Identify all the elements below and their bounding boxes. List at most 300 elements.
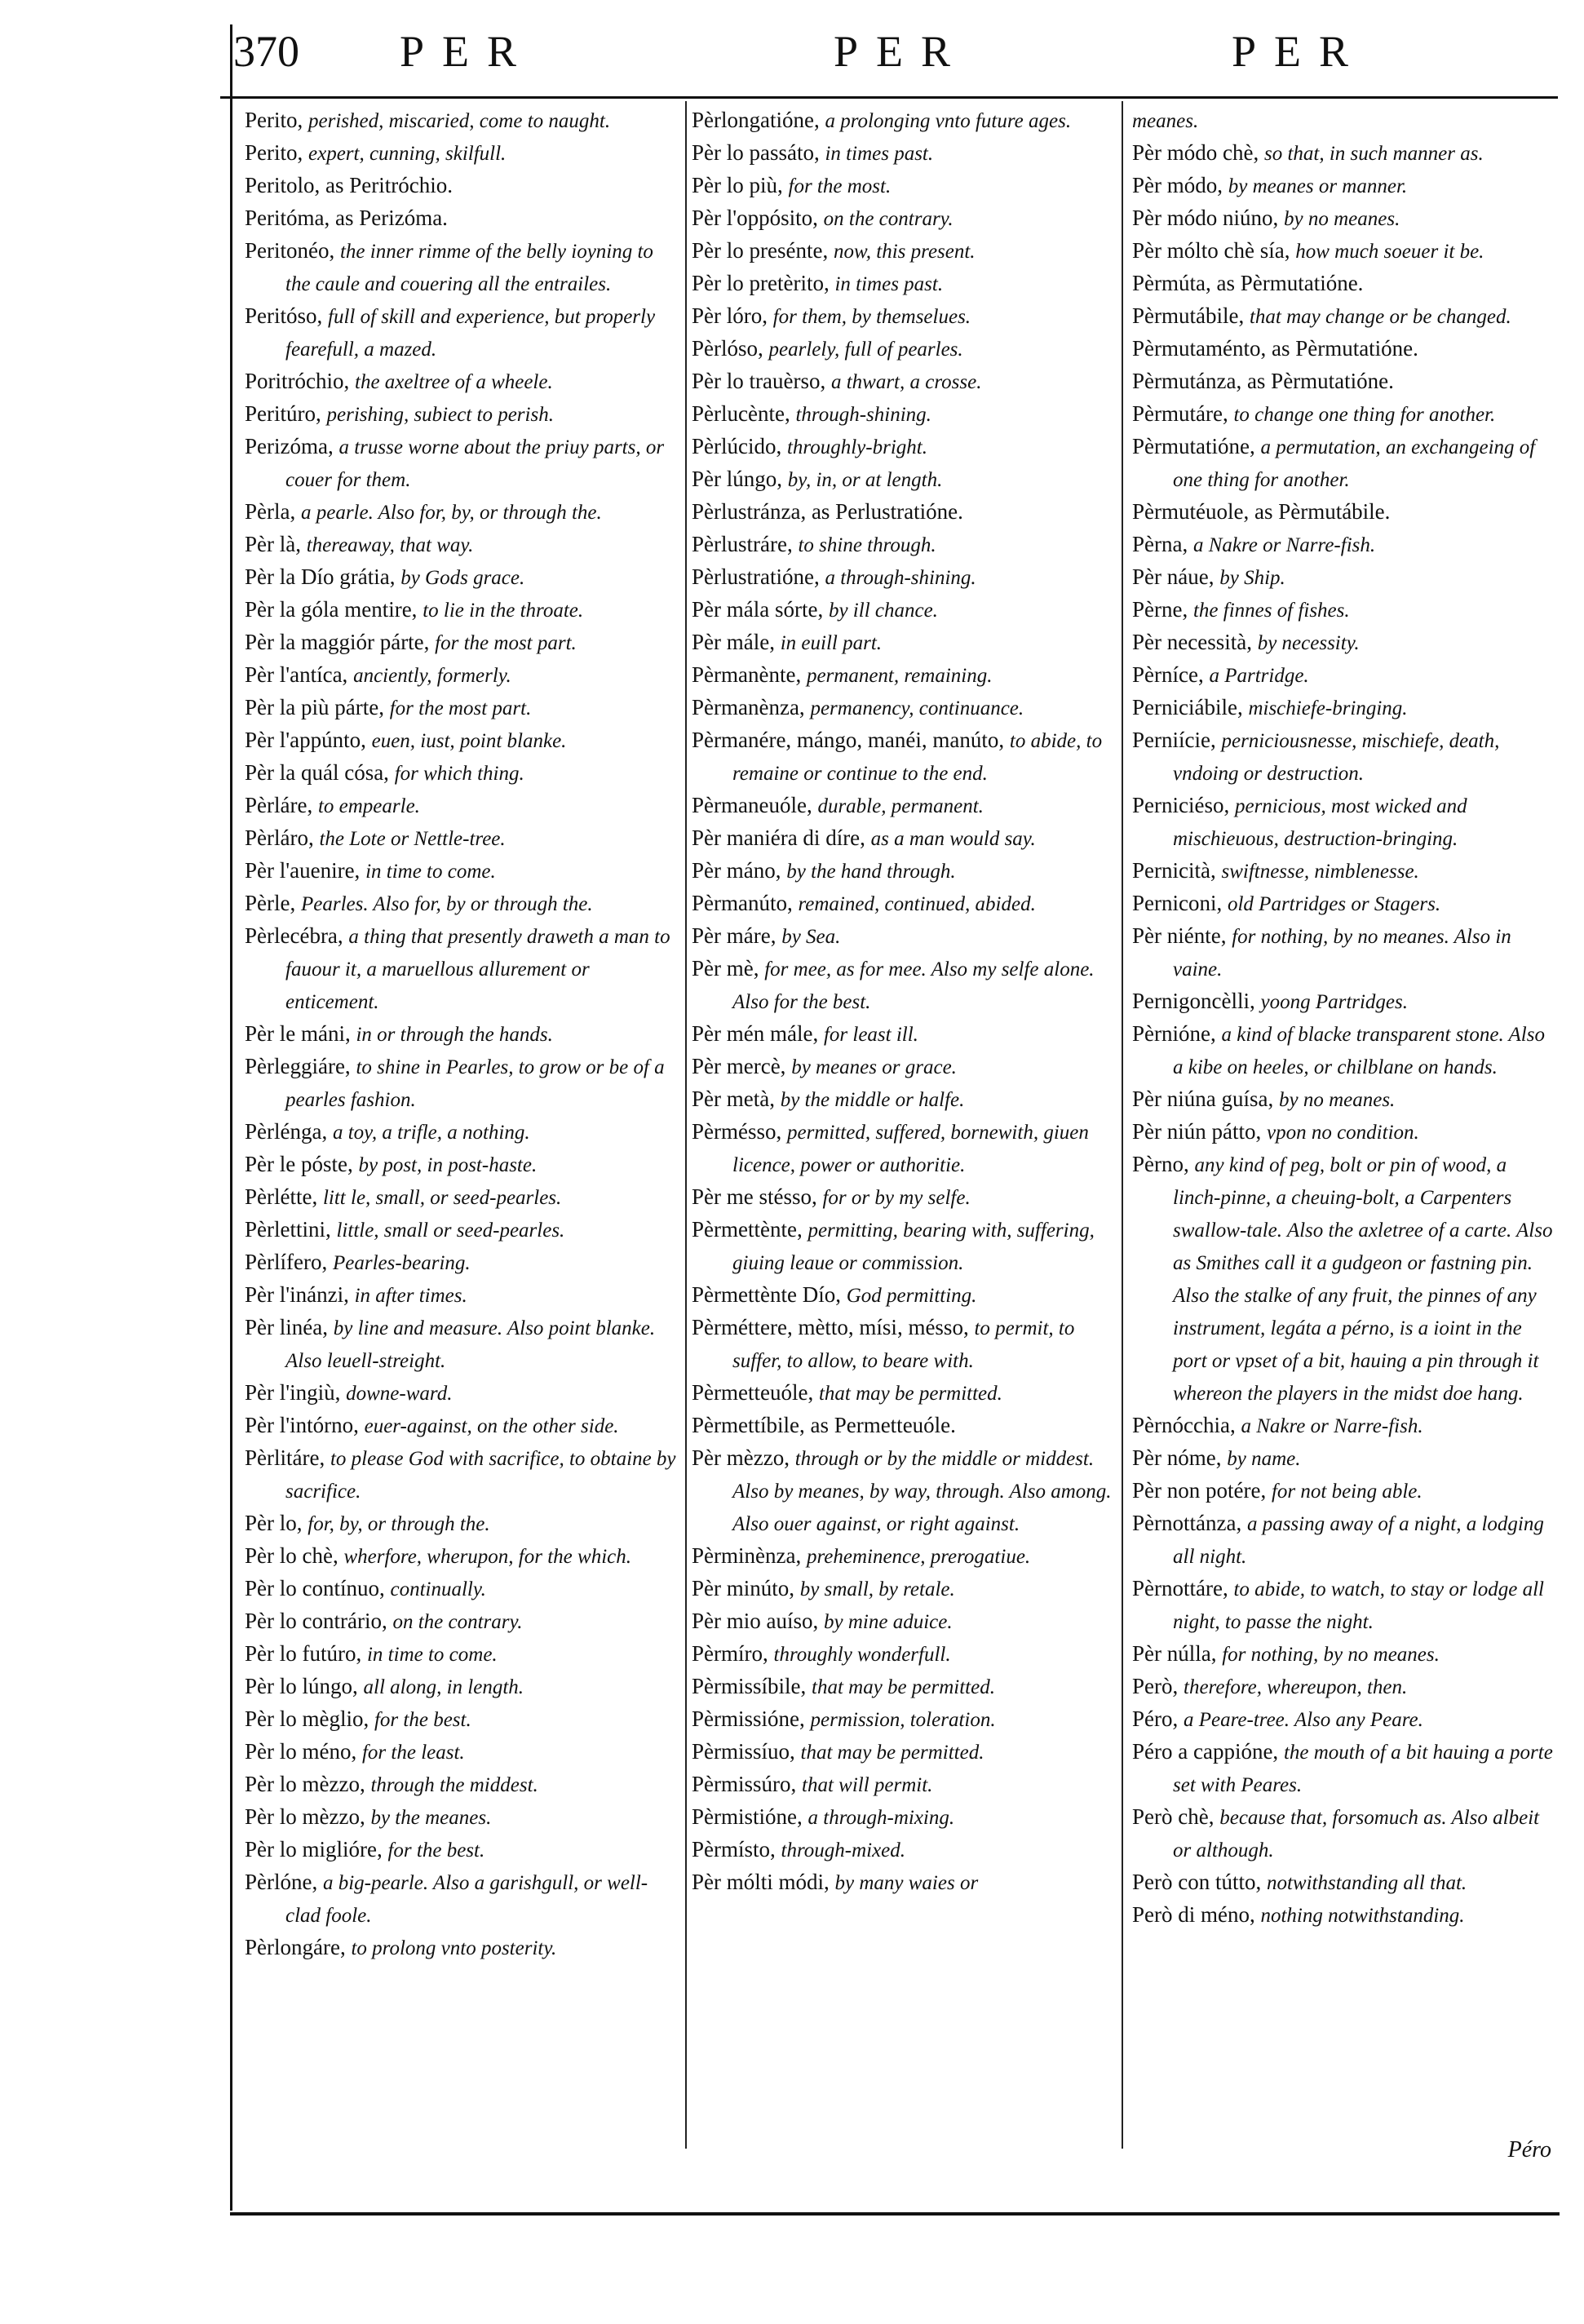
- entry-definition: by meanes or manner.: [1228, 175, 1408, 197]
- entry-headword: Perniciéso,: [1132, 793, 1230, 817]
- entry-headword: Peritóma, as Perizóma.: [245, 206, 448, 230]
- entry-headword: Pèr metà,: [692, 1087, 775, 1111]
- entry-definition: vpon no condition.: [1266, 1122, 1419, 1144]
- entry-definition: through or by the middle or middest. Also by meanes, by way, through. Also among. Also ouer against, or right against.: [732, 1448, 1112, 1535]
- entry-headword: Pèrmutáre,: [1132, 401, 1228, 426]
- entry-definition: through-mixed.: [781, 1839, 906, 1861]
- entry-headword: Pèr necessità,: [1132, 630, 1252, 654]
- entry-headword: Pèrmissióne,: [692, 1706, 805, 1731]
- dictionary-entry: [245, 300, 677, 365]
- dictionary-entry: [692, 398, 1116, 431]
- entry-headword: Pèr máre,: [692, 923, 777, 948]
- dictionary-entry: [1132, 1866, 1555, 1899]
- dictionary-entry: [245, 757, 677, 790]
- entry-headword: Pèr mercè,: [692, 1054, 786, 1078]
- dictionary-entry: [1132, 561, 1555, 594]
- dictionary-entry: [692, 1442, 1116, 1540]
- dictionary-entry: [245, 1768, 677, 1801]
- entry-headword: Pèr lo chè,: [245, 1543, 338, 1568]
- entry-definition: by small, by retale.: [799, 1578, 955, 1600]
- entry-headword: Pèrmetteuóle,: [692, 1380, 814, 1405]
- dictionary-entry: [1132, 300, 1555, 333]
- entry-definition: that may change or be changed.: [1249, 306, 1511, 328]
- dictionary-entry: [1132, 1801, 1555, 1866]
- entry-headword: Pèrno,: [1132, 1152, 1189, 1176]
- dictionary-entry: [245, 1573, 677, 1605]
- entry-definition: by Gods grace.: [400, 567, 525, 589]
- entry-headword: Pèrlongáre,: [245, 1935, 346, 1959]
- entry-headword: Peritóso,: [245, 303, 323, 328]
- entry-headword: Pèrlustratióne,: [692, 564, 820, 589]
- dictionary-entry: [692, 1834, 1116, 1866]
- dictionary-entry: [245, 202, 677, 235]
- dictionary-entry: [1132, 431, 1555, 496]
- entry-headword: Pèrmanúto,: [692, 891, 793, 915]
- dictionary-entry: [692, 1083, 1116, 1116]
- entry-headword: Pèrmissíuo,: [692, 1739, 795, 1764]
- entry-definition: by mine aduice.: [824, 1611, 953, 1633]
- dictionary-entry: [245, 1410, 677, 1442]
- dictionary-entry: [692, 561, 1116, 594]
- entry-definition: to change one thing for another.: [1233, 404, 1496, 426]
- entry-headword: Pèrmanènte,: [692, 662, 802, 687]
- dictionary-entry: [245, 1018, 677, 1051]
- entry-headword: Pèr lo contínuo,: [245, 1576, 385, 1600]
- entry-headword: Pèr là,: [245, 532, 301, 556]
- entry-headword: Perniície,: [1132, 728, 1216, 752]
- entry-definition: by line and measure. Also point blanke. Also leuell-streight.: [285, 1317, 656, 1372]
- entry-definition: in times past.: [825, 143, 934, 165]
- entry-headword: Però,: [1132, 1674, 1179, 1698]
- entry-definition: in euill part.: [780, 632, 883, 654]
- entry-headword: Péro,: [1132, 1706, 1179, 1731]
- entry-headword: Pèr l'intórno,: [245, 1413, 359, 1437]
- entry-definition: throughly-bright.: [786, 436, 927, 458]
- entry-headword: Pèr lo passáto,: [692, 140, 820, 165]
- dictionary-entry: [1132, 398, 1555, 431]
- entry-definition: a prolonging vnto future ages.: [825, 110, 1072, 132]
- entry-headword: Pèrmíro,: [692, 1641, 768, 1666]
- dictionary-entry: [245, 888, 677, 920]
- entry-definition: through-shining.: [795, 404, 931, 426]
- entry-definition: a Nakre or Narre-fish.: [1192, 534, 1376, 556]
- entry-definition: all along, in length.: [363, 1676, 524, 1698]
- entry-headword: Pèr lo mèzzo,: [245, 1772, 365, 1796]
- dictionary-entry: [245, 692, 677, 724]
- entry-headword: Pèrmísto,: [692, 1837, 776, 1861]
- entry-headword: Pèr lo più,: [692, 173, 783, 197]
- entry-headword: Pèr lo mèzzo,: [245, 1804, 365, 1829]
- entry-definition: by post, in post-haste.: [358, 1154, 538, 1176]
- entry-headword: Pèr la maggiór párte,: [245, 630, 430, 654]
- dictionary-entry: [692, 692, 1116, 724]
- dictionary-entry: [1132, 790, 1555, 855]
- entry-headword: Pèrnottánza,: [1132, 1511, 1242, 1535]
- dictionary-entry: [692, 1540, 1116, 1573]
- entry-headword: Pèr lo contrário,: [245, 1609, 387, 1633]
- entry-headword: Pèrlétte,: [245, 1184, 318, 1209]
- entry-definition: by Sea.: [781, 926, 841, 948]
- dictionary-entry: [245, 724, 677, 757]
- dictionary-entry: [1132, 724, 1555, 790]
- entry-definition: a through-mixing.: [807, 1807, 955, 1829]
- entry-definition: in time to come.: [366, 1644, 498, 1666]
- entry-definition: for the most part.: [389, 697, 532, 719]
- running-head-right: PER: [1232, 27, 1367, 76]
- dictionary-entry: [1132, 1638, 1555, 1671]
- dictionary-entry: [1132, 529, 1555, 561]
- entry-definition: by, in, or at length.: [787, 469, 943, 491]
- entry-definition: to shine through.: [798, 534, 936, 556]
- dictionary-entry: [245, 855, 677, 888]
- entry-definition: on the contrary.: [392, 1611, 523, 1633]
- header-rule: [220, 96, 1558, 99]
- entry-definition: to abide, to remaine or continue to the end.: [732, 730, 1103, 785]
- entry-definition: for the best.: [387, 1839, 485, 1861]
- dictionary-entry: [245, 137, 677, 170]
- dictionary-entry: [692, 659, 1116, 692]
- entry-definition: that will permit.: [802, 1774, 933, 1796]
- entry-headword: Perito,: [245, 140, 303, 165]
- entry-definition: a toy, a trifle, a nothing.: [332, 1122, 530, 1144]
- entry-headword: Pèr niúna guísa,: [1132, 1087, 1274, 1111]
- entry-definition: the finnes of fishes.: [1192, 600, 1350, 622]
- dictionary-entry: [1132, 104, 1555, 137]
- entry-definition: remained, continued, abided.: [798, 893, 1036, 915]
- entry-definition: full of skill and experience, but properly fearefull, a mazed.: [285, 306, 656, 361]
- dictionary-entry: [1132, 137, 1555, 170]
- dictionary-entry: [692, 1410, 1116, 1442]
- dictionary-entry: [245, 561, 677, 594]
- entry-definition: to abide, to watch, to stay or lodge all night, to passe the night.: [1173, 1578, 1544, 1633]
- entry-definition: perishing, subiect to perish.: [326, 404, 554, 426]
- entry-definition: any kind of peg, bolt or pin of wood, a linch-pinne, a cheuing-bolt, a Carpenters swallow-tale. Also the axletree of a carte. Also as Smithes call it a gudgeon or fastning pin. Also the stalke of any fruit, the pinnes of any instrument, legáta a pérno, is a ioint in the port or vpset of a bit, hauing a pin through it whereon the players in the midst doe hang.: [1173, 1154, 1553, 1405]
- entry-headword: Pèrmissíbile,: [692, 1674, 807, 1698]
- entry-definition: as a man would say.: [870, 828, 1036, 850]
- dictionary-entry: [1132, 365, 1555, 398]
- dictionary-entry: [1132, 202, 1555, 235]
- entry-definition: euen, iust, point blanke.: [371, 730, 567, 752]
- entry-headword: Pèr l'ingiù,: [245, 1380, 341, 1405]
- entry-definition: for them, by themselues.: [772, 306, 971, 328]
- entry-headword: Pèrleggiáre,: [245, 1054, 351, 1078]
- dictionary-entry: [692, 1279, 1116, 1312]
- entry-headword: Pèr máno,: [692, 858, 781, 883]
- column-1: [245, 104, 677, 1964]
- dictionary-entry: [1132, 1899, 1555, 1932]
- entry-headword: Pèr l'inánzi,: [245, 1282, 349, 1307]
- entry-headword: Pèr lo lúngo,: [245, 1674, 358, 1698]
- dictionary-entry: [692, 1671, 1116, 1703]
- entry-headword: Pèrna,: [1132, 532, 1188, 556]
- entry-definition: because that, forsomuch as. Also albeit or although.: [1173, 1807, 1540, 1861]
- dictionary-entry: [692, 170, 1116, 202]
- dictionary-entry: [245, 1638, 677, 1671]
- dictionary-entry: [1132, 1018, 1555, 1083]
- entry-definition: to empearle.: [317, 795, 420, 817]
- dictionary-entry: [692, 202, 1116, 235]
- entry-headword: Pèrméttere, mètto, mísi, mésso,: [692, 1315, 969, 1339]
- entry-headword: Pèrmanére, mángo, manéi, manúto,: [692, 728, 1005, 752]
- entry-definition: to please God with sacrifice, to obtaine by sacrifice.: [285, 1448, 676, 1503]
- dictionary-entry: [245, 1214, 677, 1246]
- entry-headword: Pèrmutaménto, as Pèrmutatióne.: [1132, 336, 1418, 361]
- entry-headword: Pèr lo,: [245, 1511, 303, 1535]
- entry-headword: Pèrmutatióne,: [1132, 434, 1255, 458]
- entry-headword: Pèrlífero,: [245, 1250, 328, 1274]
- entry-definition: in times past.: [834, 273, 944, 295]
- entry-headword: Pèr mè,: [692, 956, 759, 981]
- entry-headword: Pèr la quál cósa,: [245, 760, 389, 785]
- entry-headword: Pèrlúcido,: [692, 434, 782, 458]
- entry-headword: Pèrlustráre,: [692, 532, 793, 556]
- dictionary-entry: [692, 953, 1116, 1018]
- entry-headword: Pèrmutánza, as Pèrmutatióne.: [1132, 369, 1394, 393]
- entry-definition: by meanes or grace.: [791, 1056, 957, 1078]
- entry-definition: a trusse worne about the priuy parts, or couer for them.: [285, 436, 665, 491]
- dictionary-entry: [692, 920, 1116, 953]
- entry-definition: for the most part.: [435, 632, 577, 654]
- dictionary-entry: [1132, 1475, 1555, 1507]
- entry-headword: Pèr niún pátto,: [1132, 1119, 1262, 1144]
- entry-headword: Pèr minúto,: [692, 1576, 794, 1600]
- entry-definition: Pearles-bearing.: [332, 1252, 471, 1274]
- entry-headword: Pèr l'appúnto,: [245, 728, 366, 752]
- entry-headword: Pèrmutábile,: [1132, 303, 1245, 328]
- dictionary-entry: [692, 431, 1116, 463]
- entry-definition: swiftnesse, nimblenesse.: [1221, 861, 1419, 883]
- dictionary-entry: [1132, 1442, 1555, 1475]
- entry-definition: God permitting.: [846, 1285, 977, 1307]
- entry-definition: preheminence, prerogatiue.: [806, 1546, 1031, 1568]
- entry-definition: a Partridge.: [1209, 665, 1309, 687]
- entry-definition: little, small or seed-pearles.: [336, 1220, 565, 1242]
- entry-headword: Pèrmissúro,: [692, 1772, 797, 1796]
- entry-headword: Pèr mén mále,: [692, 1021, 819, 1046]
- entry-definition: nothing notwithstanding.: [1260, 1905, 1465, 1927]
- entry-headword: Pèr le póste,: [245, 1152, 353, 1176]
- entry-headword: Pèr lóro,: [692, 303, 768, 328]
- entry-headword: Pèrlustránza, as Perlustratióne.: [692, 499, 963, 524]
- entry-definition: by no meanes.: [1284, 208, 1400, 230]
- dictionary-entry: [245, 1866, 677, 1932]
- running-head-center: PER: [834, 27, 969, 76]
- dictionary-entry: [245, 1703, 677, 1736]
- entry-headword: Pèrnócchia,: [1132, 1413, 1236, 1437]
- dictionary-entry: [245, 398, 677, 431]
- dictionary-entry: [245, 496, 677, 529]
- entry-definition: a big-pearle. Also a garishgull, or well-clad foole.: [285, 1872, 648, 1927]
- entry-definition: downe-ward.: [346, 1383, 453, 1405]
- entry-headword: Pèrmúta, as Pèrmutatióne.: [1132, 271, 1364, 295]
- dictionary-entry: [1132, 985, 1555, 1018]
- dictionary-entry: [692, 1801, 1116, 1834]
- entry-headword: Pèr la più párte,: [245, 695, 384, 719]
- entry-headword: Pèr núlla,: [1132, 1641, 1217, 1666]
- dictionary-entry: [245, 1801, 677, 1834]
- dictionary-entry: [692, 1736, 1116, 1768]
- entry-definition: by many waies or: [834, 1872, 979, 1894]
- entry-definition: pernicious, most wicked and mischieuous, destruction-bringing.: [1173, 795, 1467, 850]
- dictionary-entry: [1132, 626, 1555, 659]
- entry-definition: to lie in the throate.: [423, 600, 584, 622]
- entry-headword: Pèrláre,: [245, 793, 313, 817]
- column-3: [1132, 104, 1555, 1932]
- entry-headword: Però con tútto,: [1132, 1870, 1262, 1894]
- entry-definition: throughly wonderfull.: [773, 1644, 951, 1666]
- entry-definition: mischiefe-bringing.: [1248, 697, 1408, 719]
- entry-definition: yoong Partridges.: [1260, 991, 1409, 1013]
- dictionary-entry: [692, 268, 1116, 300]
- page-header: [220, 15, 1558, 96]
- entry-definition: for mee, as for mee. Also my selfe alone. Also for the best.: [732, 958, 1095, 1013]
- dictionary-entry: [245, 1377, 677, 1410]
- entry-definition: the axeltree of a wheele.: [355, 371, 553, 393]
- page-number: 370: [233, 27, 299, 76]
- entry-definition: litt le, small, or seed-pearles.: [322, 1187, 562, 1209]
- dictionary-entry: [1132, 1671, 1555, 1703]
- entry-headword: Pèrmettènte,: [692, 1217, 803, 1242]
- dictionary-entry: [1132, 1573, 1555, 1638]
- dictionary-entry: [1132, 1116, 1555, 1149]
- entry-definition: for nothing, by no meanes. Also in vaine.: [1173, 926, 1511, 981]
- entry-headword: Pèr mèzzo,: [692, 1445, 790, 1470]
- dictionary-entry: [245, 1605, 677, 1638]
- dictionary-entry: [245, 1246, 677, 1279]
- dictionary-entry: [245, 1279, 677, 1312]
- entry-definition: the mouth of a bit hauing a porte set with Peares.: [1173, 1742, 1553, 1796]
- dictionary-entry: [245, 659, 677, 692]
- entry-headword: Pèrmésso,: [692, 1119, 782, 1144]
- entry-headword: Pèr lo presénte,: [692, 238, 829, 263]
- entry-headword: Pèr mála sórte,: [692, 597, 824, 622]
- entry-headword: Pèr mólto chè sía,: [1132, 238, 1290, 263]
- entry-definition: for not being able.: [1271, 1481, 1423, 1503]
- entry-definition: permission, toleration.: [810, 1709, 996, 1731]
- entry-definition: permanent, remaining.: [806, 665, 993, 687]
- dictionary-entry: [1132, 855, 1555, 888]
- dictionary-entry: [692, 365, 1116, 398]
- entry-headword: Pernicità,: [1132, 858, 1216, 883]
- dictionary-entry: [245, 1507, 677, 1540]
- entry-definition: in after times.: [354, 1285, 467, 1307]
- dictionary-entry: [245, 1051, 677, 1116]
- entry-headword: Pèr maniéra di díre,: [692, 826, 865, 850]
- dictionary-entry: [1132, 1736, 1555, 1801]
- entry-headword: Pèr módo chè,: [1132, 140, 1259, 165]
- entry-definition: for nothing, by no meanes.: [1222, 1644, 1440, 1666]
- entry-definition: old Partridges or Stagers.: [1227, 893, 1441, 915]
- entry-definition: through the middest.: [370, 1774, 538, 1796]
- entry-headword: Pèrmaneuóle,: [692, 793, 812, 817]
- dictionary-entry: [692, 790, 1116, 822]
- entry-definition: to shine in Pearles, to grow or be of a pearles fashion.: [285, 1056, 665, 1111]
- dictionary-entry: [1132, 1703, 1555, 1736]
- entry-headword: Pèrlongatióne,: [692, 108, 820, 132]
- dictionary-entry: [1132, 1410, 1555, 1442]
- entry-definition: durable, permanent.: [817, 795, 984, 817]
- entry-definition: expert, cunning, skilfull.: [308, 143, 507, 165]
- dictionary-entry: [245, 431, 677, 496]
- dictionary-entry: [245, 1736, 677, 1768]
- dictionary-entry: [245, 529, 677, 561]
- entry-definition: perniciousnesse, mischiefe, death, vndoing or destruction.: [1173, 730, 1500, 785]
- dictionary-entry: [692, 724, 1116, 790]
- entry-headword: Pèrmettíbile, as Permetteuóle.: [692, 1413, 956, 1437]
- entry-definition: permanency, continuance.: [810, 697, 1024, 719]
- entry-definition: Pearles. Also for, by or through the.: [300, 893, 593, 915]
- dictionary-entry: [245, 1540, 677, 1573]
- entry-definition: a pearle. Also for, by, or through the.: [300, 502, 602, 524]
- dictionary-entry: [245, 1181, 677, 1214]
- entry-headword: Pèrlóne,: [245, 1870, 318, 1894]
- dictionary-entry: [1132, 1083, 1555, 1116]
- entry-definition: in time to come.: [365, 861, 496, 883]
- entry-definition: the Lote or Nettle-tree.: [319, 828, 506, 850]
- entry-definition: a through-shining.: [825, 567, 976, 589]
- entry-headword: Pèr módo niúno,: [1132, 206, 1279, 230]
- entry-headword: Pèr lo méno,: [245, 1739, 357, 1764]
- entry-headword: Pèrlecébra,: [245, 923, 343, 948]
- entry-headword: Pèr lo miglióre,: [245, 1837, 383, 1861]
- entry-definition: by the meanes.: [370, 1807, 492, 1829]
- entry-headword: Perniconi,: [1132, 891, 1223, 915]
- entry-headword: Però di méno,: [1132, 1902, 1255, 1927]
- dictionary-entry: [692, 1116, 1116, 1181]
- entry-headword: Pèr non potére,: [1132, 1478, 1267, 1503]
- entry-headword: Perito,: [245, 108, 303, 132]
- column-divider-1: [685, 101, 687, 2149]
- bottom-rule: [230, 2212, 1560, 2216]
- entry-definition: by the hand through.: [786, 861, 956, 883]
- dictionary-entry: [692, 529, 1116, 561]
- entry-headword: Pèrlucènte,: [692, 401, 790, 426]
- entry-definition: notwithstanding all that.: [1266, 1872, 1467, 1894]
- dictionary-entry: [692, 137, 1116, 170]
- dictionary-entry: [245, 104, 677, 137]
- entry-headword: Pèrle,: [245, 891, 296, 915]
- entry-headword: Poritróchio,: [245, 369, 350, 393]
- entry-definition: therefore, whereupon, then.: [1184, 1676, 1408, 1698]
- entry-definition: thereaway, that way.: [306, 534, 474, 556]
- entry-headword: Pèrlitáre,: [245, 1445, 325, 1470]
- entry-definition: for which thing.: [394, 763, 524, 785]
- entry-definition: that may be permitted.: [800, 1742, 984, 1764]
- entry-headword: Pèr linéa,: [245, 1315, 328, 1339]
- dictionary-entry: [692, 1703, 1116, 1736]
- entry-headword: Pèr mále,: [692, 630, 775, 654]
- dictionary-entry: [245, 626, 677, 659]
- dictionary-entry: [692, 496, 1116, 529]
- entry-definition: on the contrary.: [823, 208, 953, 230]
- dictionary-entry: [1132, 170, 1555, 202]
- entry-headword: Pèr me stésso,: [692, 1184, 817, 1209]
- entry-headword: Però chè,: [1132, 1804, 1215, 1829]
- dictionary-entry: [245, 1932, 677, 1964]
- dictionary-entry: [245, 1442, 677, 1507]
- entry-headword: Pèr lo pretèrito,: [692, 271, 830, 295]
- entry-headword: Pèrláro,: [245, 826, 314, 850]
- dictionary-entry: [1132, 888, 1555, 920]
- entry-definition: by necessity.: [1257, 632, 1360, 654]
- entry-definition: in or through the hands.: [356, 1024, 553, 1046]
- entry-headword: Pèrlóso,: [692, 336, 763, 361]
- entry-headword: Pèrnottáre,: [1132, 1576, 1228, 1600]
- entry-headword: Pèrne,: [1132, 597, 1188, 622]
- entry-definition: continually.: [390, 1578, 486, 1600]
- dictionary-entry: [1132, 333, 1555, 365]
- dictionary-entry: [692, 888, 1116, 920]
